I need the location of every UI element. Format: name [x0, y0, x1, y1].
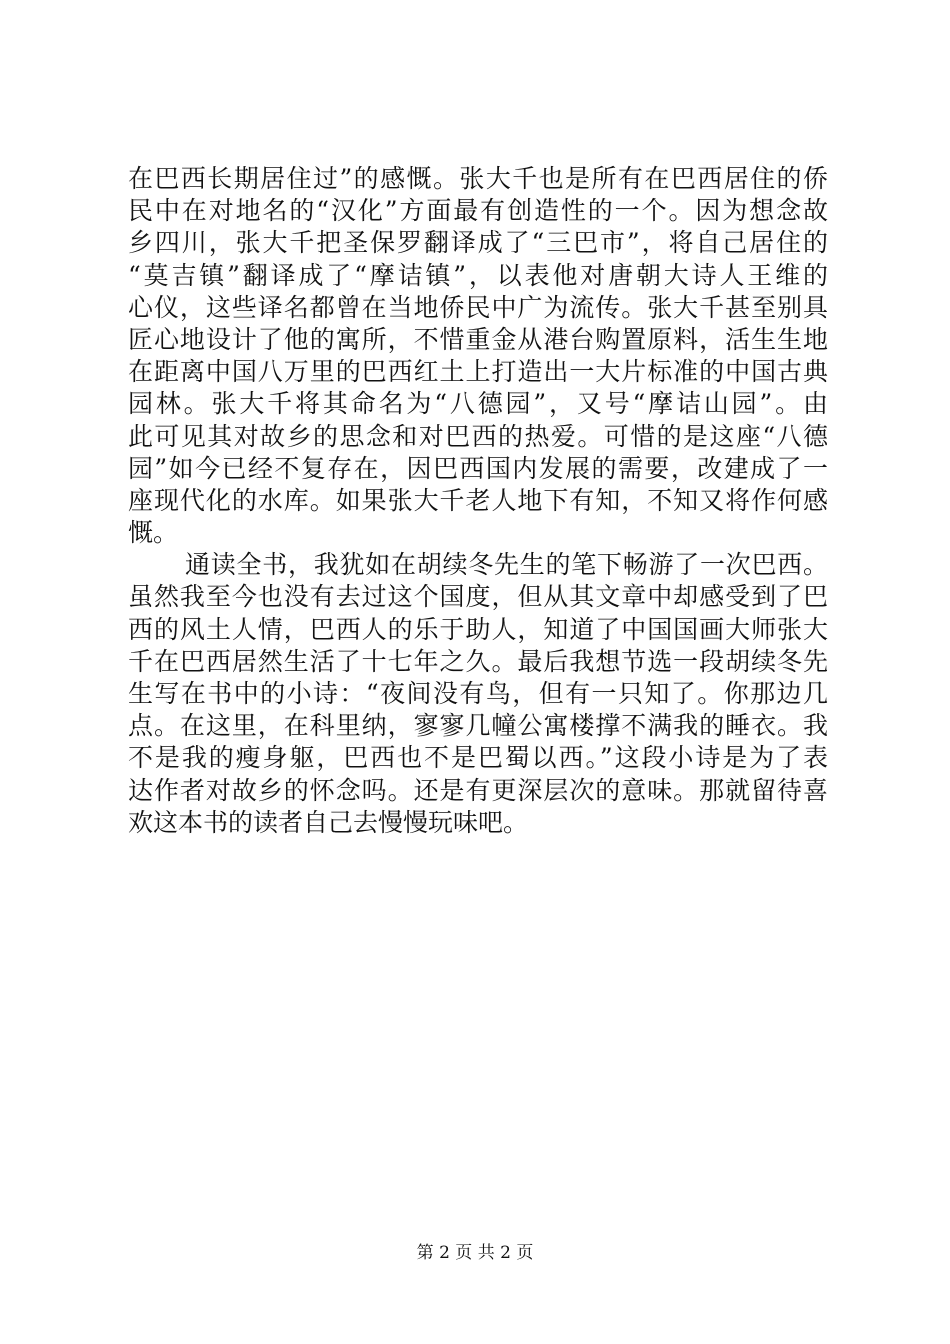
text-line: 通读全书，我犹如在胡续冬先生的笔下畅游了一次巴西。 — [185, 550, 828, 580]
text-line: 心仪，这些译名都曾在当地侨民中广为流传。张大千甚至别具 — [128, 292, 828, 322]
text-line: 座现代化的水库。如果张大千老人地下有知，不知又将作何感 — [128, 485, 828, 515]
text-line: 生写在书中的小诗：“夜间没有鸟，但有一只知了。你那边几 — [128, 679, 828, 708]
text-line: 匠心地设计了他的寓所，不惜重金从港台购置原料，活生生地 — [128, 324, 828, 354]
text-line: 民中在对地名的“汉化”方面最有创造性的一个。因为想念故 — [128, 196, 828, 226]
text-line: 西的风土人情，巴西人的乐于助人，知道了中国国画大师张大 — [128, 614, 828, 644]
text-line: 不是我的瘦身躯，巴西也不是巴蜀以西。”这段小诗是为了表 — [128, 743, 828, 773]
body-text — [128, 163, 828, 839]
text-line: 达作者对故乡的怀念吗。还是有更深层次的意味。那就留待喜 — [128, 775, 828, 805]
text-line: 园”如今已经不复存在，因巴西国内发展的需要，改建成了一 — [128, 453, 828, 483]
text-line: 园林。张大千将其命名为“八德园”，又号“摩诘山园”。由 — [128, 389, 828, 419]
text-line: 欢这本书的读者自己去慢慢玩味吧。 — [128, 807, 529, 837]
text-line: 千在巴西居然生活了十七年之久。最后我想节选一段胡续冬先 — [128, 646, 828, 676]
text-line: 在巴西长期居住过”的感慨。张大千也是所有在巴西居住的侨 — [128, 164, 828, 193]
paragraph-2 — [128, 549, 828, 839]
page-footer: 第 2 页 共 2 页 — [416, 1243, 534, 1263]
text-line: 点。在这里，在科里纳，寥寥几幢公寓楼撑不满我的睡衣。我 — [128, 711, 828, 741]
text-line: 虽然我至今也没有去过这个国度，但从其文章中却感受到了巴 — [128, 582, 828, 612]
text-line: 乡四川，张大千把圣保罗翻译成了“三巴市”，将自己居住的 — [128, 228, 828, 258]
paragraph-1 — [128, 163, 828, 549]
text-line: 此可见其对故乡的思念和对巴西的热爱。可惜的是这座“八德 — [128, 421, 828, 451]
text-line: “莫吉镇”翻译成了“摩诘镇”，以表他对唐朝大诗人王维的 — [128, 260, 828, 290]
text-line: 慨。 — [128, 518, 179, 548]
text-line: 在距离中国八万里的巴西红土上打造出一大片标准的中国古典 — [128, 357, 828, 387]
